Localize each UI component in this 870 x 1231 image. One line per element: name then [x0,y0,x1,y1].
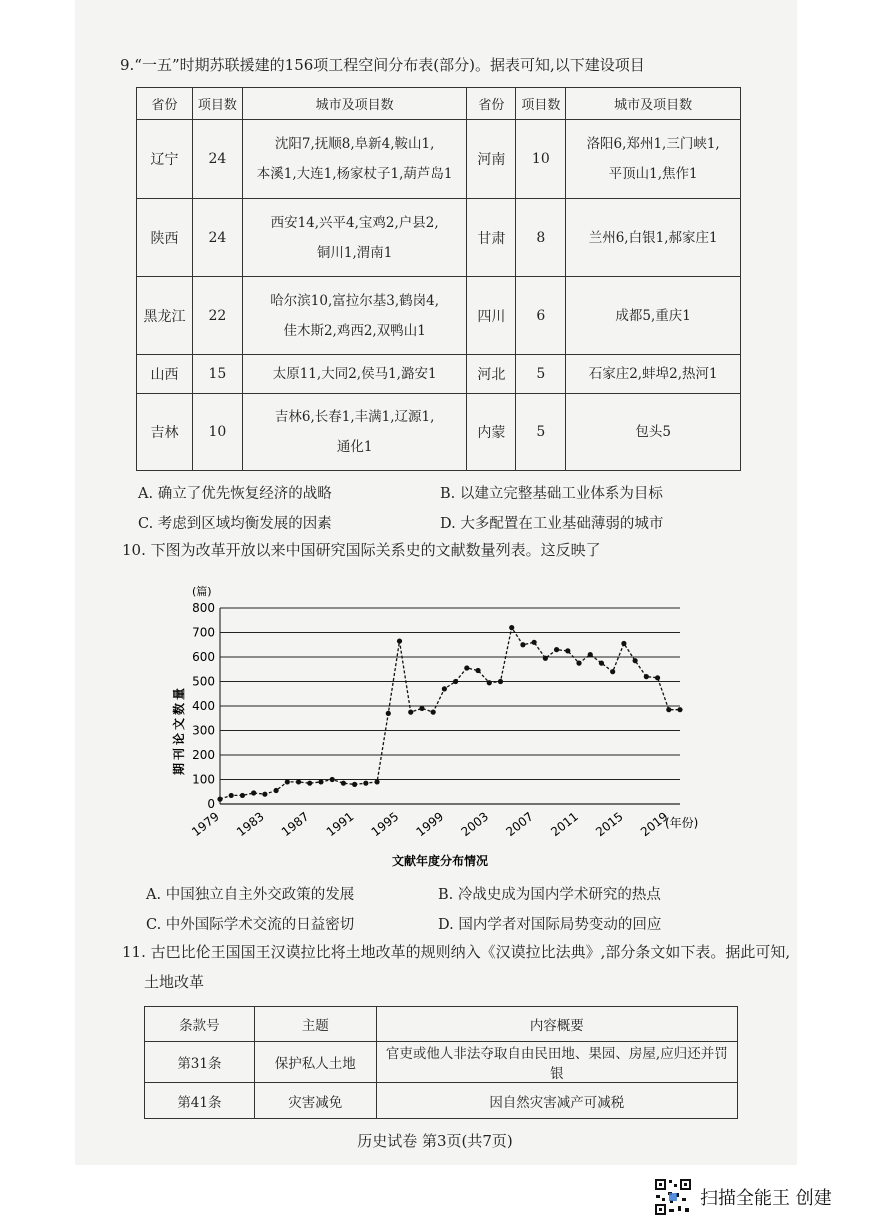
x-tick-label: 2003 [458,809,492,840]
q11-table [144,1006,738,1119]
table-row [137,120,741,199]
data-point [374,779,379,784]
x-tick-label: 1991 [323,809,357,840]
chart-y-ticks [192,601,215,811]
cities-line: 哈尔滨10,富拉尔基3,鹤岗4, [270,292,439,309]
province-cell: 黑龙江 [137,277,193,355]
data-point [352,782,357,787]
literature-line-chart [172,575,735,875]
count-cell: 5 [516,394,566,471]
cities-cell [242,199,467,277]
q9-table [136,87,741,471]
chart-points [217,625,682,802]
count-cell: 24 [192,120,242,199]
cities-line: 西安14,兴平4,宝鸡2,户县2, [270,214,439,231]
chart-gridlines [220,608,680,804]
cities-cell: 包头5 [566,394,741,471]
cities-line: 佳木斯2,鸡西2,双鸭山1 [283,322,426,339]
data-point [217,797,222,802]
data-point [318,779,323,784]
data-point [229,793,234,798]
data-point [621,641,626,646]
table-row [137,277,741,355]
data-point [498,679,503,684]
table-row [137,355,741,394]
data-point [588,652,593,657]
data-point [543,656,548,661]
y-tick-label: 400 [192,699,215,713]
cities-line: 洛阳6,郑州1,三门峡1, [586,136,720,152]
province-cell: 内蒙 [467,394,516,471]
y-tick-label: 700 [192,625,215,640]
header-cell: 省份 [467,88,516,120]
content-cell: 官吏或他人非法夺取自由民田地、果园、房屋,应归还并罚银 [376,1042,737,1083]
data-point [633,658,638,663]
q9-option-b[interactable]: B. 以建立完整基础工业体系为目标 [440,486,663,502]
data-point [341,781,346,786]
qr-code-icon [654,1178,692,1216]
chart-x-ticks [189,809,670,839]
page-footer: 历史试卷 第3页(共7页) [357,1132,513,1150]
x-tick-label: 2011 [548,809,581,840]
x-tick-label: 2015 [593,809,626,840]
data-point [576,661,581,666]
cities-cell [242,394,467,471]
data-point [599,661,604,666]
data-point [666,707,671,712]
cities-cell [242,120,467,199]
article-no-cell: 第41条 [145,1083,255,1119]
province-cell: 山西 [137,355,193,394]
count-cell: 8 [516,199,566,277]
data-point [644,674,649,679]
count-cell: 10 [192,394,242,471]
header-cell: 条款号 [145,1007,255,1042]
q9-option-d[interactable]: D. 大多配置在工业基础薄弱的城市 [440,516,664,532]
y-tick-label: 100 [192,772,215,787]
y-tick-label: 500 [192,674,215,689]
data-point [610,669,615,674]
q10-option-a[interactable]: A. 中国独立自主外交政策的发展 [146,887,355,903]
data-point [453,679,458,684]
cities-line: 通化1 [336,439,373,455]
province-cell: 河南 [467,120,516,199]
q9-option-a[interactable]: A. 确立了优先恢复经济的战略 [138,486,332,502]
data-point [330,777,335,782]
province-cell: 吉林 [137,394,193,471]
q9-option-c[interactable]: C. 考虑到区域均衡发展的因素 [138,516,332,532]
header-cell: 省份 [137,88,193,120]
cities-line: 本溪1,大连1,杨家杖子1,葫芦岛1 [256,166,453,182]
chart-series-line [220,628,680,800]
q10-option-c[interactable]: C. 中外国际学术交流的日益密切 [146,917,355,933]
data-point [509,625,514,630]
count-cell: 6 [516,277,566,355]
content-cell: 因自然灾害减产可减税 [376,1083,737,1119]
header-cell: 项目数 [192,88,242,120]
topic-cell: 保护私人土地 [254,1042,376,1083]
y-tick-label: 0 [207,797,215,811]
q11-stem-line1: 11. 古巴比伦王国国王汉谟拉比将土地改革的规则纳入《汉谟拉比法典》,部分条文如下表。据此可知, [122,943,791,961]
data-point [240,793,245,798]
chart-unit-label: (篇) [192,585,212,598]
province-cell: 四川 [467,277,516,355]
data-point [487,680,492,685]
table-row [137,199,741,277]
x-tick-label: 2019 [637,809,671,840]
table-row [145,1083,738,1119]
data-point [419,706,424,711]
camscanner-watermark [654,1178,832,1216]
data-point [397,638,402,643]
article-no-cell: 第31条 [145,1042,255,1083]
count-cell: 5 [516,355,566,394]
x-tick-label: 1987 [278,809,312,840]
cities-cell: 成都5,重庆1 [566,277,741,355]
data-point [386,711,391,716]
count-cell: 24 [192,199,242,277]
y-tick-label: 200 [192,748,215,762]
province-cell: 河北 [467,355,516,394]
data-point [408,710,413,715]
cities-cell: 兰州6,白银1,郝家庄1 [566,199,741,277]
q9-stem: 9.“一五”时期苏联援建的156项工程空间分布表(部分)。据表可知,以下建设项目 [120,56,645,74]
cities-line: 铜川1,渭南1 [316,244,393,261]
province-cell: 甘肃 [467,199,516,277]
cities-line: 吉林6,长春1,丰满1,辽源1, [274,409,435,425]
x-tick-label: 2007 [503,809,536,840]
header-cell: 主题 [254,1007,376,1042]
topic-cell: 灾害减免 [254,1083,376,1119]
data-point [520,642,525,647]
table-row [137,394,741,471]
data-point [532,640,537,645]
data-point [262,792,267,797]
header-cell: 城市及项目数 [242,88,467,120]
data-point [251,790,256,795]
data-point [273,788,278,793]
chart-title: 文献年度分布情况 [391,854,489,868]
data-point [475,668,480,673]
camscanner-label: 扫描全能王 创建 [700,1188,832,1209]
y-tick-label: 300 [192,723,215,738]
chart-y-axis-label: 期刊论文数量 [172,684,186,775]
x-tick-label: 1979 [189,809,222,840]
data-point [464,665,469,670]
table-row [145,1042,738,1083]
q11-stem-line2: 土地改革 [144,973,205,991]
province-cell: 陕西 [137,199,193,277]
data-point [655,675,660,680]
y-tick-label: 600 [192,650,215,664]
data-point [307,781,312,786]
count-cell: 22 [192,277,242,355]
cities-cell [566,120,741,199]
data-point [431,710,436,715]
x-tick-label: 1995 [368,809,402,840]
q10-option-d[interactable]: D. 国内学者对国际局势变动的回应 [438,917,662,933]
cities-line: 沈阳7,抚顺8,阜新4,鞍山1, [274,136,435,152]
province-cell: 辽宁 [137,120,193,199]
data-point [565,648,570,653]
q10-option-b[interactable]: B. 冷战史成为国内学术研究的热点 [438,887,661,903]
header-cell: 城市及项目数 [566,88,741,120]
chart-x-axis-unit: (年份) [665,816,699,830]
count-cell: 10 [516,120,566,199]
cities-cell [242,277,467,355]
x-tick-label: 1999 [413,809,447,840]
table-header-row [145,1007,738,1042]
x-tick-label: 1983 [234,809,267,840]
cities-cell: 太原11,大同2,侯马1,潞安1 [242,355,467,394]
q10-stem: 10. 下图为改革开放以来中国研究国际关系史的文献数量列表。这反映了 [122,541,601,559]
cities-cell: 石家庄2,蚌埠2,热河1 [566,355,741,394]
data-point [442,686,447,691]
cities-line: 平顶山1,焦作1 [608,166,698,182]
data-point [296,779,301,784]
data-point [363,781,368,786]
header-cell: 项目数 [516,88,566,120]
header-cell: 内容概要 [376,1007,737,1042]
data-point [285,779,290,784]
count-cell: 15 [192,355,242,394]
data-point [554,647,559,652]
data-point [677,707,682,712]
table-header-row [137,88,741,120]
y-tick-label: 800 [192,601,215,615]
